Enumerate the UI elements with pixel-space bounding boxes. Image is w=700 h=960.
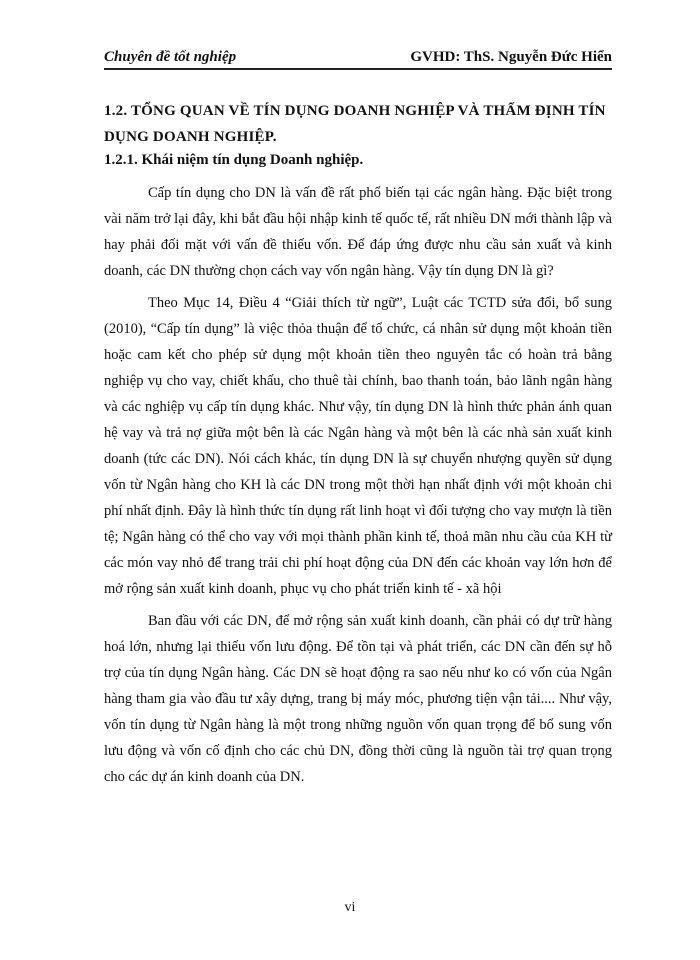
page-number: vi — [344, 900, 356, 915]
body-content — [104, 180, 612, 796]
paragraph: Cấp tín dụng cho DN là vấn đề rất phổ biến tại các ngân hàng. Đặc biệt trong vài năm trở lại đây, khi bắt đầu hội nhập kinh tế quốc tế, rất nhiều DN mới thành lập và hay phải đối mặt với vấn đề thiếu vốn. Để đáp ứng được nhu cầu sản xuất và kinh doanh, các DN thường chọn cách vay vốn ngân hàng. Vậy tín dụng DN là gì? — [104, 185, 612, 279]
header-supervisor: GVHD: ThS. Nguyễn Đức Hiển — [410, 49, 612, 65]
section-title: 1.2. TỔNG QUAN VỀ TÍN DỤNG DOANH NGHIỆP VÀ THẨM ĐỊNH TÍN DỤNG DOANH NGHIỆP. — [104, 103, 606, 145]
paragraph: Theo Mục 14, Điều 4 “Giải thích từ ngữ”, Luật các TCTD sửa đổi, bổ sung (2010), “Cấp tín dụng” là việc thỏa thuận để tổ chức, cá nhân sử dụng một khoản tiền hoặc cam kết cho phép sử dụng một khoản tiền theo nguyên tắc có hoàn trả bằng nghiệp vụ cho vay, chiết khấu, cho thuê tài chính, bao thanh toán, bảo lãnh ngân hàng và các nghiệp vụ cấp tín dụng khác. Như vậy, tín dụng DN là hình thức phản ánh quan hệ vay và trả nợ giữa một bên là các Ngân hàng và một bên là các nhà sản xuất kinh doanh (tức các DN). Nói cách khác, tín dụng DN là sự chuyển nhượng quyền sử dụng vốn từ Ngân hàng cho KH là các DN trong một thời hạn nhất định với một khoản chi phí nhất định. Đây là hình thức tín dụng rất linh hoạt vì đối tượng cho vay mượn là tiền tệ; Ngân hàng có thể cho vay với mọi thành phần kinh tế, thoả mãn nhu cầu của KH từ các món vay nhỏ để trang trải chi phí hoạt động của DN đến các khoản vay lớn hơn để mở rộng sản xuất kinh doanh, phục vụ cho phát triển kinh tế - xã hội — [104, 295, 612, 597]
subsection-title: 1.2.1. Khái niệm tín dụng Doanh nghiệp. — [104, 152, 364, 168]
header-document-type: Chuyên đề tốt nghiệp — [104, 49, 237, 65]
paragraph: Ban đầu với các DN, để mở rộng sản xuất kinh doanh, cần phải có dự trữ hàng hoá lớn, nhưng lại thiếu vốn lưu động. Để tồn tại và phát triển, các DN cần đến sự hỗ trợ của tín dụng Ngân hàng. Các DN sẽ hoạt động ra sao nếu như ko có vốn của Ngân hàng tham gia vào đầu tư xây dựng, trang bị máy móc, phương tiện vận tải.... Như vậy, vốn tín dụng từ Ngân hàng là một trong những nguồn vốn quan trọng để bổ sung vốn lưu động và vốn cố định cho các chủ DN, đồng thời cũng là nguồn tài trợ quan trọng cho các dự án kinh doanh của DN. — [104, 613, 612, 785]
header-divider — [104, 68, 612, 70]
page-header — [104, 42, 612, 66]
